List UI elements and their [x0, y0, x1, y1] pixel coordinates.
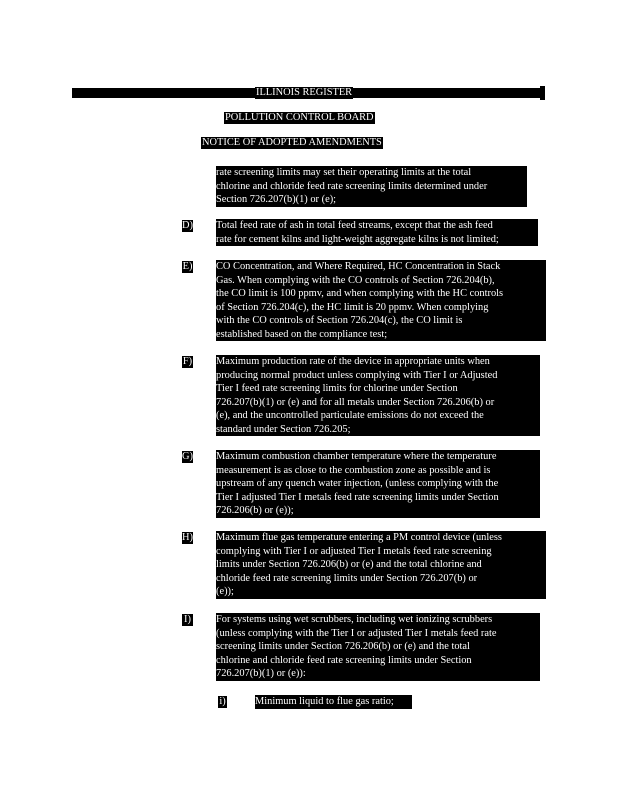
agency-title: POLLUTION CONTROL BOARD [225, 112, 374, 123]
text-line: For systems using wet scrubbers, including wet ionizing scrubbers [216, 614, 493, 625]
text-line: 726.207(b)(1) or (e) and for all metals under Section 726.206(b) or [216, 396, 495, 408]
text-line: Tier I adjusted Tier I metals feed rate screening limits under Section [216, 491, 499, 503]
item-paragraph [216, 531, 546, 599]
subitem-letter: i) [219, 696, 226, 707]
item-letter: F) [182, 356, 193, 367]
text-line: (unless complying with the Tier I or adjusted Tier I metals feed rate [216, 627, 497, 639]
item-letter: I) [182, 614, 193, 626]
notice-title: NOTICE OF ADOPTED AMENDMENTS [202, 137, 382, 148]
item-paragraph [216, 450, 540, 518]
item-letter: G) [182, 451, 193, 462]
text-line: Maximum flue gas temperature entering a PM control device (unless [216, 532, 502, 543]
text-line: Total feed rate of ash in total feed streams, except that the ash feed [216, 220, 493, 231]
text-line: rate screening limits may set their operating limits at the total [216, 167, 472, 178]
text-line: Minimum liquid to flue gas ratio; [255, 696, 394, 707]
item-paragraph [216, 355, 540, 436]
item-letter: D) [182, 220, 193, 231]
text-line: chlorine and chloride feed rate screening limits under Section [216, 654, 472, 666]
item-paragraph [216, 219, 538, 246]
text-line: 726.206(b) or (e)); [216, 505, 294, 516]
text-line: Gas. When complying with the CO controls of Section 726.204(b), [216, 274, 495, 286]
text-line: established based on the compliance test; [216, 328, 388, 340]
item-letter: E) [182, 261, 193, 272]
item-letter: H) [182, 532, 193, 543]
text-line: (e), and the uncontrolled particulate emissions do not exceed the [216, 410, 484, 421]
text-line: Tier I feed rate screening limits for chlorine under Section [216, 383, 458, 394]
continuation-paragraph [216, 166, 527, 207]
text-line: producing normal product unless complying with Tier I or Adjusted [216, 369, 498, 381]
text-line: chloride feed rate screening limits under Section 726.207(b) or [216, 572, 478, 584]
text-line: standard under Section 726.205; [216, 423, 351, 435]
text-line: screening limits under Section 726.206(b) or (e) and the total [216, 641, 470, 652]
text-line: Section 726.207(b)(1) or (e); [216, 194, 337, 205]
item-paragraph [216, 260, 546, 341]
subitem-paragraph [255, 695, 412, 709]
text-line: (e)); [216, 586, 234, 597]
text-line: 726.207(b)(1) or (e)): [216, 668, 306, 679]
text-line: chlorine and chloride feed rate screening limits determined under [216, 180, 488, 192]
text-line: rate for cement kilns and light-weight aggregate kilns is not limited; [216, 233, 499, 245]
register-title: ILLINOIS REGISTER [256, 87, 353, 98]
text-line: Maximum production rate of the device in appropriate units when [216, 356, 490, 367]
text-line: complying with Tier I or adjusted Tier I metals feed rate screening [216, 545, 492, 557]
text-line: upstream of any quench water injection, (unless complying with the [216, 478, 499, 489]
item-paragraph [216, 613, 540, 681]
header-rule-tick [540, 86, 545, 100]
text-line: of Section 726.204(c), the HC limit is 20 ppmv. When complying [216, 301, 489, 313]
text-line: the CO limit is 100 ppmv, and when complying with the HC controls [216, 288, 504, 299]
text-line: with the CO controls of Section 726.204(c), the CO limit is [216, 315, 463, 326]
text-line: limits under Section 726.206(b) or (e) and the total chlorine and [216, 559, 482, 570]
text-line: measurement is as close to the combustion zone as possible and is [216, 464, 491, 476]
text-line: CO Concentration, and Where Required, HC Concentration in Stack [216, 261, 501, 272]
text-line: Maximum combustion chamber temperature where the temperature [216, 451, 497, 462]
